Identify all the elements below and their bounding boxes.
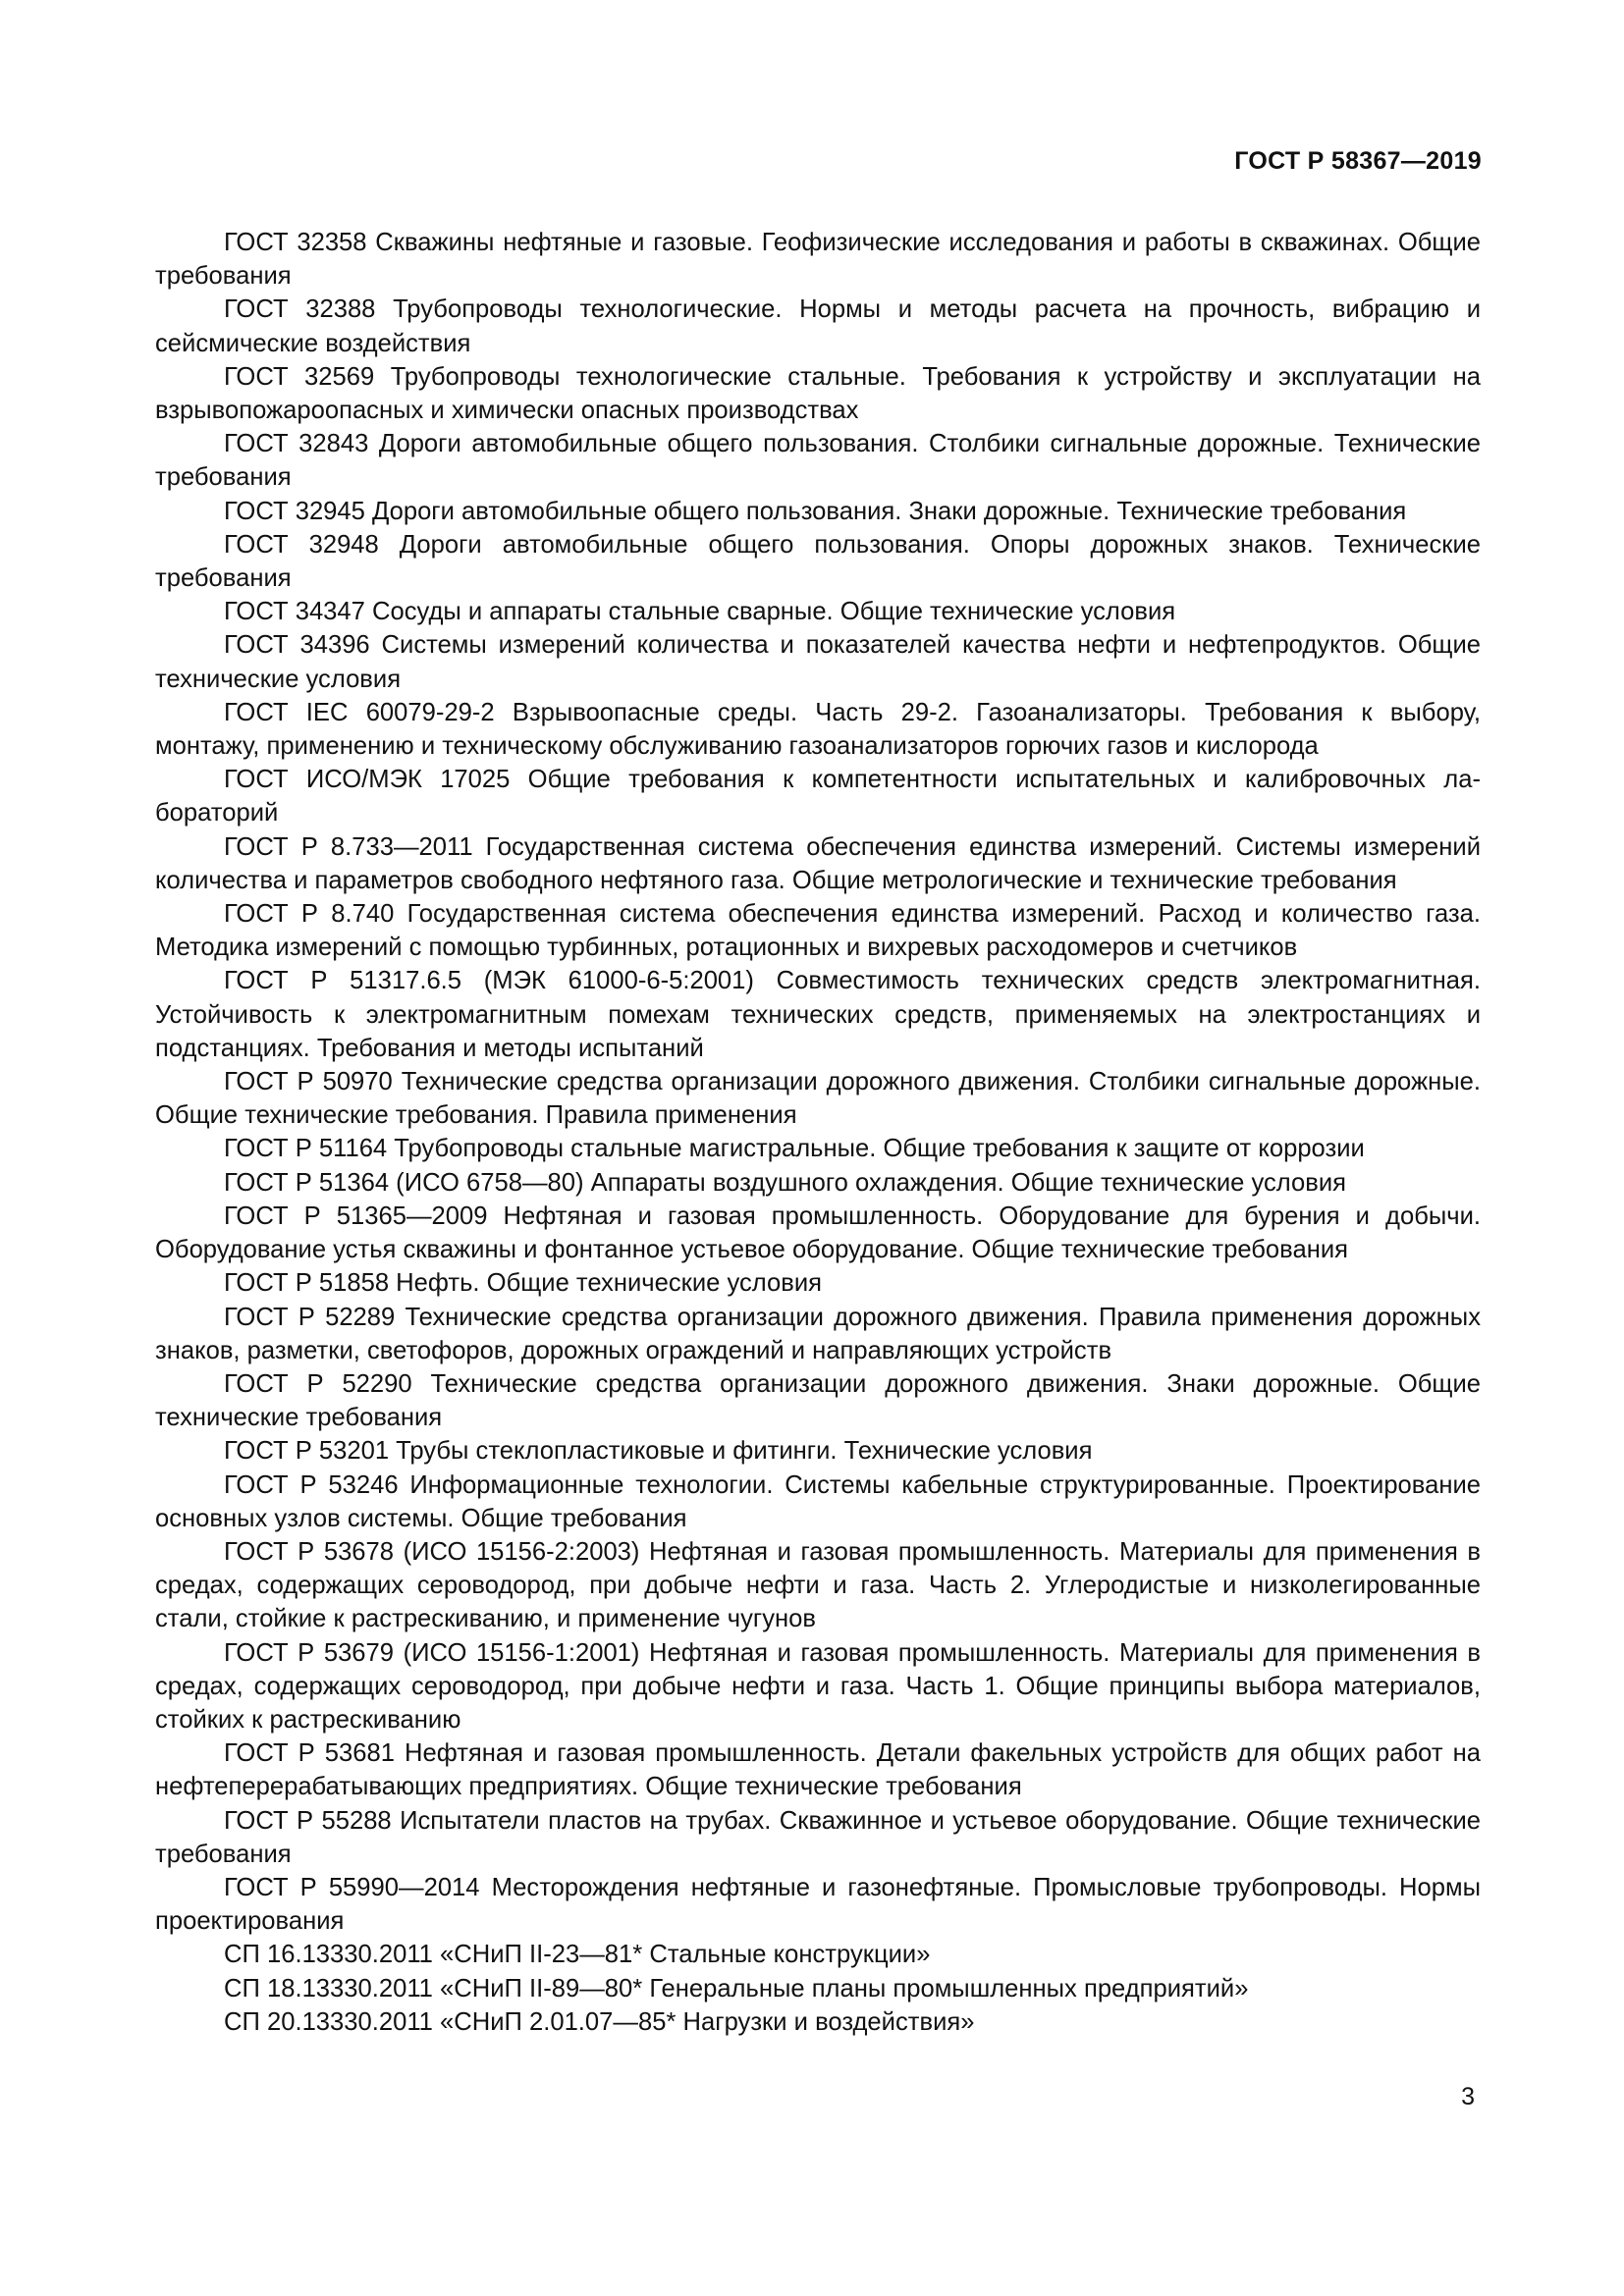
page-number: 3 xyxy=(1461,2083,1475,2110)
normative-references-list xyxy=(155,226,1481,2039)
reference-entry: ГОСТ Р 51365—2009 Нефтяная и газовая промышленность. Оборудование для бурения и добычи. Оборудование устья скважины и фонтанное устьевое оборудование. Общие технические требования xyxy=(155,1201,1481,1264)
reference-entry: ГОСТ 34396 Системы измерений количества и показателей качества нефти и нефтепродуктов. Общие технические условия xyxy=(155,631,1481,693)
reference-entry: ГОСТ 32945 Дороги автомобильные общего пользования. Знаки дорожные. Технические требования xyxy=(224,497,1407,525)
reference-entry: ГОСТ Р 51317.6.5 (МЭК 61000-6-5:2001) Совместимость технических средств электромагнитная. Устойчивость к электромагнитным помехам технических средств, применяемых на электростанциях и подстанциях. Требования и методы испытаний xyxy=(155,967,1481,1062)
reference-entry: ГОСТ Р 51364 (ИСО 6758—80) Аппараты воздушного охлаждения. Общие технические условия xyxy=(224,1168,1347,1197)
reference-entry: ГОСТ Р 55990—2014 Месторождения нефтяные и газонефтяные. Промысловые трубопроводы. Нормы проектирования xyxy=(155,1873,1481,1936)
reference-entry: ГОСТ IEC 60079-29-2 Взрывоопасные среды. Часть 29-2. Газоанализаторы. Требования к выбору, монтажу, применению и техническому обслуживанию газоанализаторов горючих газов и кислорода xyxy=(155,698,1481,761)
reference-entry: ГОСТ 32358 Скважины нефтяные и газовые. Геофизические исследования и работы в скважинах. Общие требования xyxy=(155,229,1481,291)
reference-entry: ГОСТ Р 51164 Трубопроводы стальные магистральные. Общие требования к защите от коррозии xyxy=(224,1135,1365,1163)
reference-entry: ГОСТ 32843 Дороги автомобильные общего пользования. Столбики сигнальные дорожные. Технические требования xyxy=(155,430,1481,492)
reference-entry: ГОСТ ИСО/МЭК 17025 Общие требования к компетентности испытательных и калибровочных лабораторий xyxy=(155,766,1481,828)
reference-entry: ГОСТ Р 8.740 Государственная система обеспечения единства измерений. Расход и количество газа. Методика измерений с помощью турбинных, ротационных и вихревых расходомеров и счетчиков xyxy=(155,900,1481,962)
reference-entry: ГОСТ Р 53678 (ИСО 15156-2:2003) Нефтяная и газовая промышленность. Материалы для применения в средах, содержащих сероводород, при добыче нефти и газа. Часть 2. Углеродистые и низколегированные стали, стойкие к растрескиванию, и применение чугунов xyxy=(155,1537,1481,1633)
reference-entry: СП 20.13330.2011 «СНиП 2.01.07—85* Нагрузки и воздействия» xyxy=(224,2007,975,2036)
reference-entry: ГОСТ Р 8.733—2011 Государственная система обеспечения единства измерений. Системы измерений количества и параметров свободного нефтяного газа. Общие метрологические и технические требования xyxy=(155,832,1481,894)
reference-entry: ГОСТ Р 52290 Технические средства организации дорожного движения. Знаки дорожные. Общие технические требования xyxy=(155,1369,1481,1432)
reference-entry: ГОСТ Р 52289 Технические средства организации дорожного движения. Правила применения дорожных знаков, разметки, светофоров, дорожных ограждений и направляющих устройств xyxy=(155,1303,1481,1364)
reference-entry: ГОСТ Р 53679 (ИСО 15156-1:2001) Нефтяная и газовая промышленность. Материалы для применения в средах, содержащих сероводород, при добыче нефти и газа. Часть 1. Общие принципы выбора материалов, стойких к растрескиванию xyxy=(155,1638,1481,1734)
reference-entry: СП 16.13330.2011 «СНиП II-23—81* Стальные конструкции» xyxy=(224,1941,931,1969)
reference-entry: ГОСТ Р 55288 Испытатели пластов на трубах. Скважинное и устьевое оборудование. Общие технические требования xyxy=(155,1806,1481,1868)
reference-entry: ГОСТ Р 53246 Информационные технологии. Системы кабельные структурированные. Проектирование основных узлов системы. Общие требования xyxy=(155,1470,1481,1532)
reference-entry: ГОСТ Р 53201 Трубы стеклопластиковые и фитинги. Технические условия xyxy=(224,1437,1093,1466)
reference-entry: ГОСТ Р 53681 Нефтяная и газовая промышленность. Детали факельных устройств для общих работ на нефтеперерабатывающих предприятиях. Общие технические требования xyxy=(155,1739,1481,1801)
reference-entry: СП 18.13330.2011 «СНиП II-89—80* Генеральные планы промышленных предприятий» xyxy=(224,1974,1249,2002)
reference-entry: ГОСТ Р 50970 Технические средства организации дорожного движения. Столбики сигнальные дорожные. Общие технические требования. Правила применения xyxy=(155,1068,1481,1130)
reference-entry: ГОСТ Р 51858 Нефть. Общие технические условия xyxy=(224,1269,822,1298)
page-header-standard-id: ГОСТ Р 58367—2019 xyxy=(1234,147,1482,175)
reference-entry: ГОСТ 32388 Трубопроводы технологические. Нормы и методы расчета на прочность, вибрацию и сейсмические воздействия xyxy=(155,295,1481,357)
reference-entry: ГОСТ 32948 Дороги автомобильные общего пользования. Опоры дорожных знаков. Технические требования xyxy=(155,530,1481,593)
reference-entry: ГОСТ 32569 Трубопроводы технологические стальные. Требования к устройству и эксплуатации на взрывопожароопасных и химически опасных производствах xyxy=(155,362,1481,425)
reference-entry: ГОСТ 34347 Сосуды и аппараты стальные сварные. Общие технические условия xyxy=(224,598,1176,626)
